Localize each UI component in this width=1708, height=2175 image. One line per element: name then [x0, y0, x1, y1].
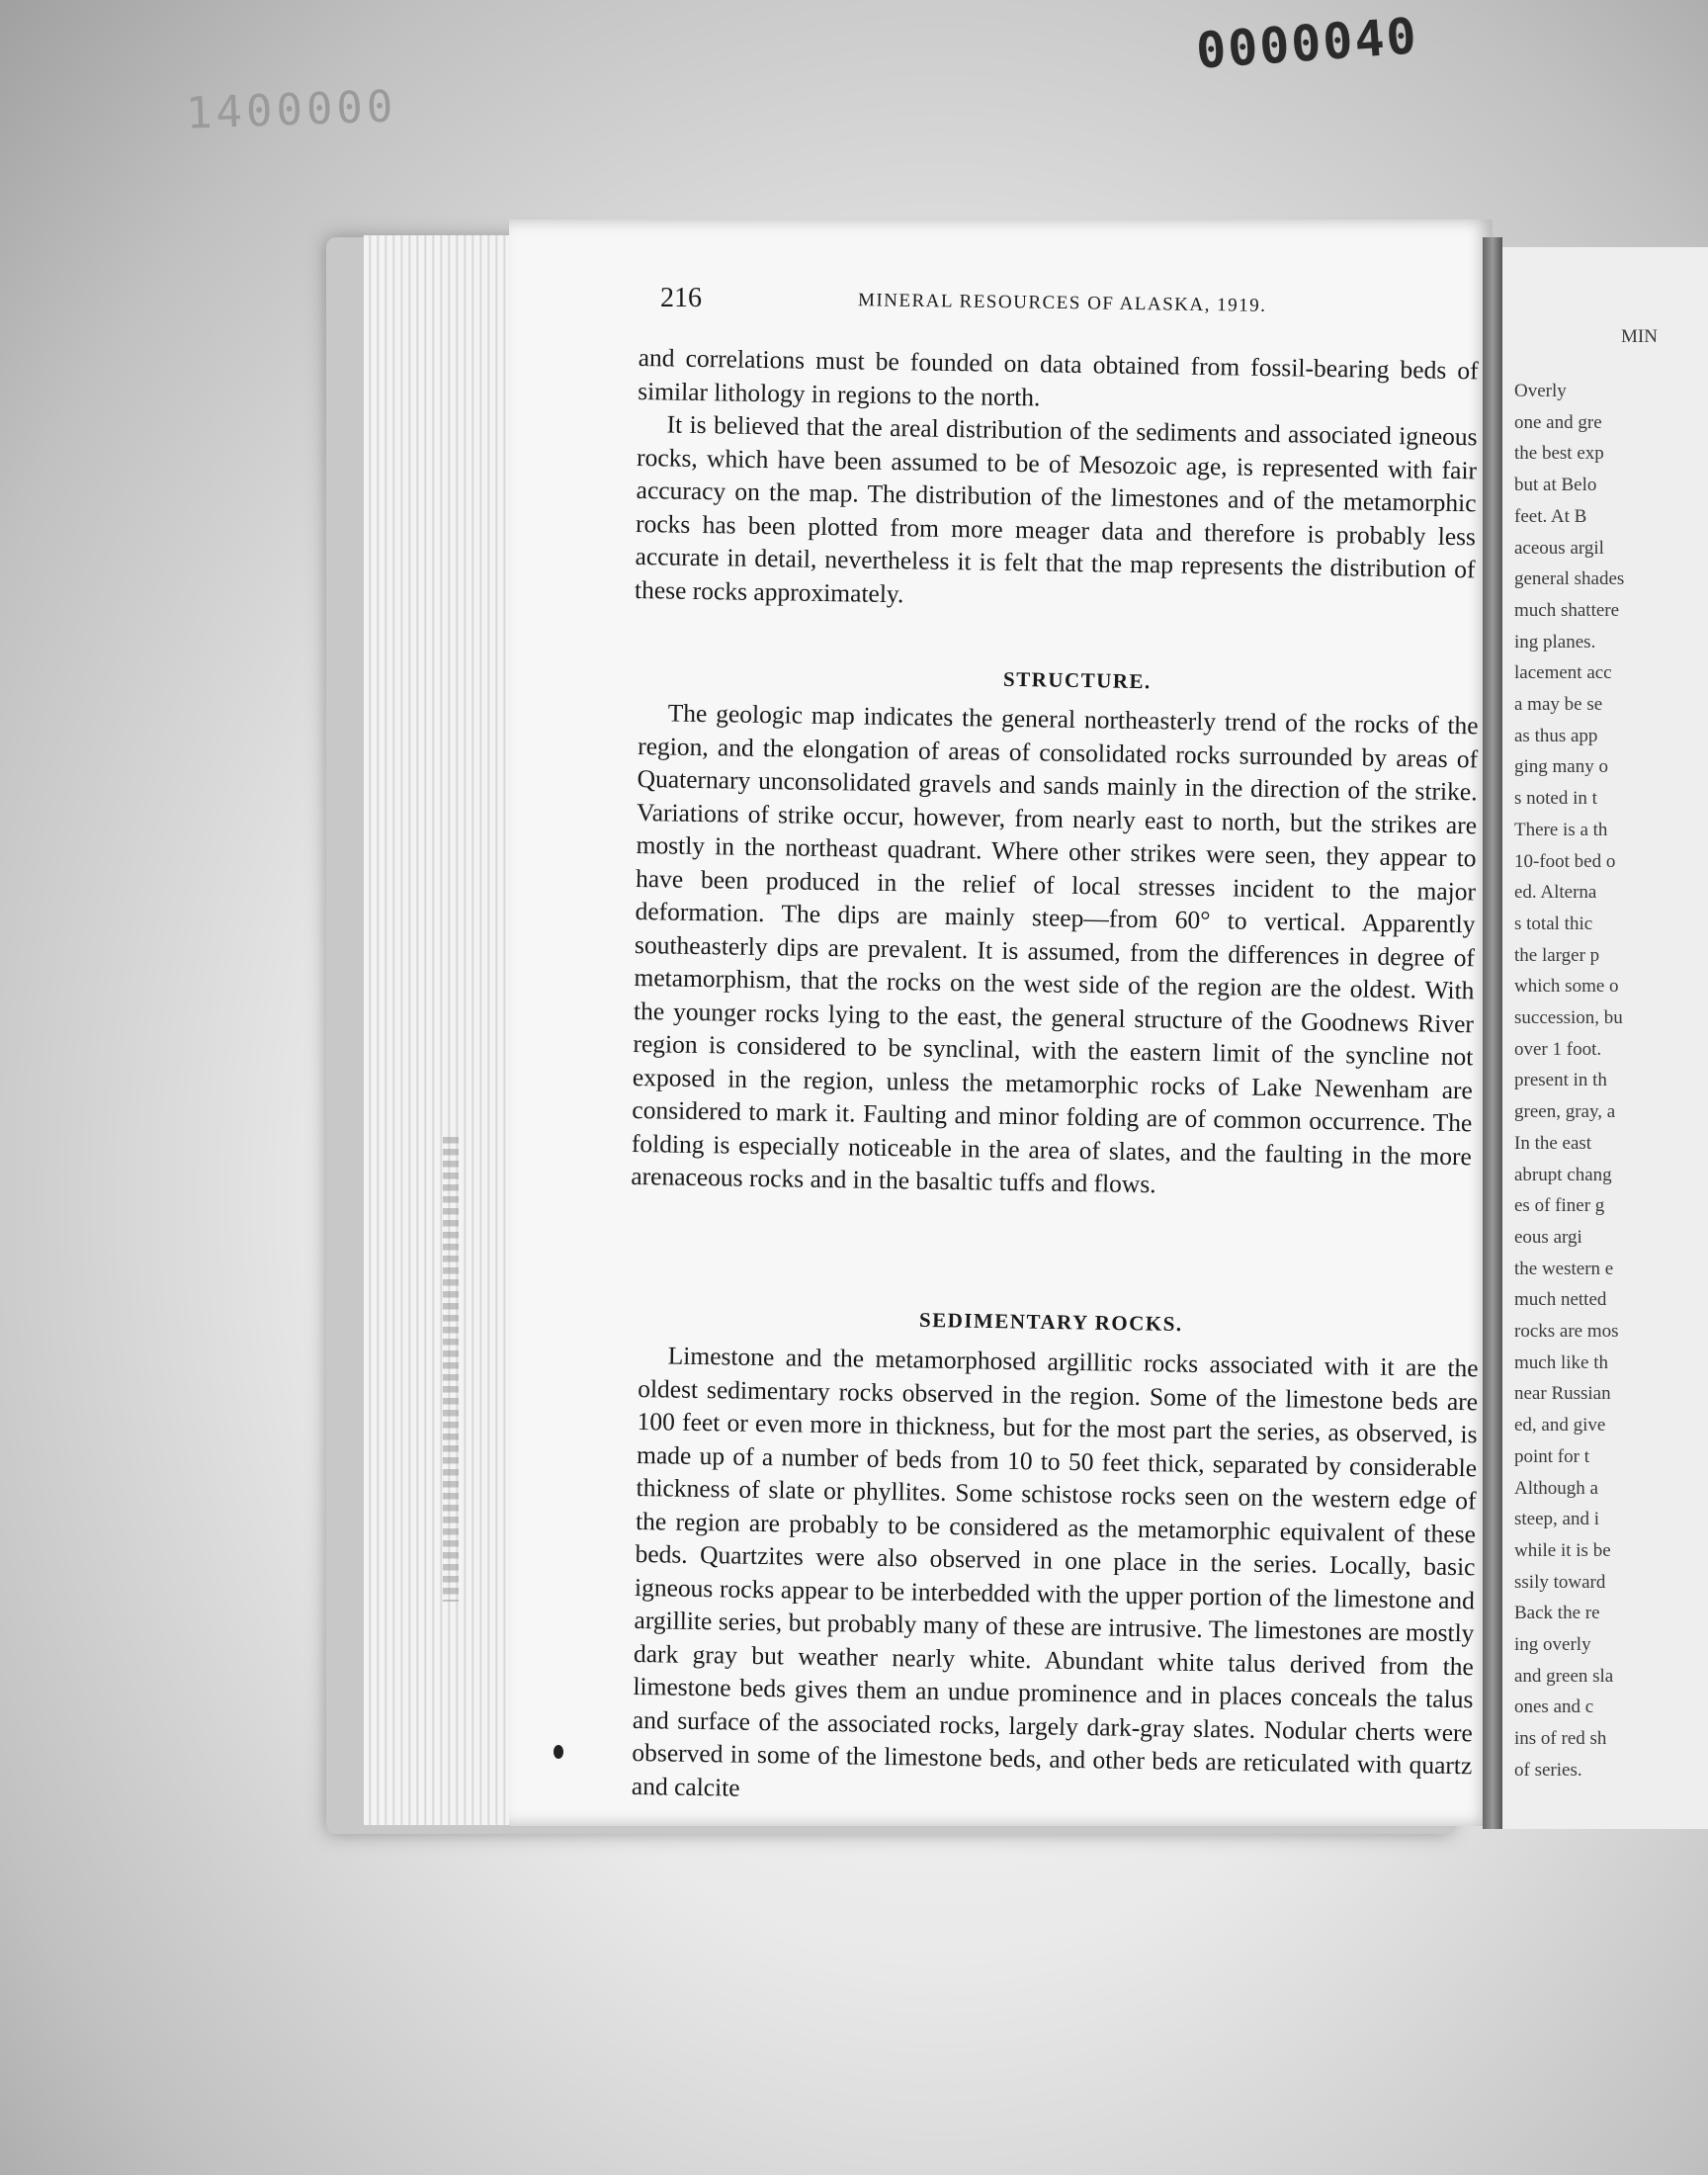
right-page-line: and green sla [1514, 1665, 1614, 1687]
right-page-line: lacement acc [1514, 662, 1612, 684]
right-page-line: one and gre [1514, 411, 1602, 433]
right-page-line: which some o [1514, 976, 1619, 998]
right-page-line: the best exp [1514, 443, 1604, 465]
right-page-line: ing overly [1514, 1634, 1591, 1655]
right-page-line: rocks are mos [1514, 1321, 1619, 1342]
intro-text [635, 341, 1479, 619]
right-page-line: point for t [1514, 1445, 1589, 1467]
right-page-line: much netted [1514, 1289, 1607, 1311]
right-page-line: the larger p [1514, 944, 1600, 966]
right-page-line: ging many o [1514, 756, 1608, 778]
sedimentary-paragraph: Limestone and the metamorphosed argillitic rocks associated with it are the oldest sedimentary rocks observed in the region. Some of the limestone beds are 100 feet or even more in thickness, but for the most part the series, as observed, is made up of a number of beds from 10 to 50 feet thick, separated by considerable thickness of slate or phyllites. Some schistose rocks seen on the western edge of the region are probably to be considered as the metamorphic equivalent of these beds. Quartzites were also observed in one place in the series. Locally, basic igneous rocks appear to be interbedded with the upper portion of the limestone and argillite series, but probably many of these are intrusive. The limestones are mostly dark gray but weather nearly white. Abundant white talus derived from the limestone beds gives them an undue prominence and in places conceals the talus and surface of the associated rocks, largely dark-gray slates. Nodular cherts were observed in some of the limestone beds, and other beds are reticulated with quartz and calcite [631, 1341, 1479, 1802]
right-page-line: of series. [1514, 1759, 1582, 1781]
page-number: 216 [660, 283, 702, 313]
right-page-line: Overly [1514, 381, 1567, 401]
sedimentary-text [632, 1339, 1479, 1815]
structure-heading: STRUCTURE. [1002, 666, 1152, 694]
right-page-line: ones and c [1514, 1696, 1594, 1718]
edge-markings [443, 1137, 459, 1602]
right-page-line: s total thic [1514, 913, 1593, 934]
ink-blot [554, 1745, 563, 1759]
right-page-line: while it is be [1514, 1539, 1611, 1561]
right-page-line: succession, bu [1514, 1007, 1623, 1028]
right-page-line: as thus app [1514, 725, 1598, 746]
faded-stamp-number: 1400000 [185, 81, 398, 139]
book-gutter [1483, 237, 1502, 1829]
right-page-line: the western e [1514, 1258, 1614, 1279]
right-page-line: es of finer g [1514, 1195, 1605, 1217]
structure-text [631, 696, 1479, 1206]
right-page-line: over 1 foot. [1514, 1038, 1602, 1060]
right-page-line: MIN [1621, 326, 1658, 347]
right-page-line: s noted in t [1514, 788, 1597, 810]
intro-paragraph-2: It is believed that the areal distribution of the sediments and associated igneous rocks, which have been assumed to be of Mesozoic age, is represented with fair accuracy on the map. The distribution of the limestones and of the metamorphic rocks has been plotted from more meager data and therefore is probably less accurate in detail, nevertheless it is felt that the map represents the distribution of these rocks approximately. [634, 409, 1478, 608]
right-page-line: steep, and i [1514, 1509, 1600, 1530]
right-page-line: but at Belo [1514, 475, 1597, 496]
right-page-line: There is a th [1514, 819, 1608, 840]
right-page-line: Back the re [1514, 1603, 1600, 1624]
right-page-line: In the east [1514, 1132, 1592, 1154]
right-page-line: much like th [1514, 1351, 1608, 1373]
right-page-line: present in th [1514, 1070, 1607, 1091]
page-edges [364, 235, 514, 1825]
right-page-line: ins of red sh [1514, 1728, 1607, 1750]
right-page-line: ing planes. [1514, 631, 1596, 652]
intro-paragraph-1: and correlations must be founded on data obtained from fossil-bearing beds of similar lithology in regions to the north. [637, 342, 1479, 411]
running-title: MINERAL RESOURCES OF ALASKA, 1919. [857, 290, 1267, 316]
sedimentary-heading: SEDIMENTARY ROCKS. [918, 1307, 1183, 1337]
right-page-line: a may be se [1514, 694, 1603, 715]
right-page-line: Although a [1514, 1477, 1598, 1499]
right-page-line: aceous argil [1514, 537, 1604, 559]
structure-paragraph: The geologic map indicates the general northeasterly trend of the rocks of the region, and the elongation of areas of consolidated rocks surrounded by areas of Quaternary unconsolidated gravels and sands mainly in the direction of the strike. Variations of strike occur, however, from nearly east to north, but the strikes are mostly in the northeast quadrant. Where other strikes were seen, they appear to have been produced in the relief of local stresses incident to the major deformation. The dips are mainly steep—from 60° to vertical. Apparently southeasterly dips are prevalent. It is assumed, from the differences in degree of metamorphism, that the rocks on the west side of the region are the oldest. With the younger rocks lying to the east, the general structure of the Goodnews River region is considered to be synclinal, with the eastern limit of the syncline not exposed in the region, unless the metamorphic rocks of Lake Newenham are considered to mark it. Faulting and minor folding are of common occurrence. The folding is especially noticeable in the area of slates, and the faulting in the more arenaceous rocks and in the basaltic tuffs and flows. [631, 698, 1479, 1199]
right-page-line: near Russian [1514, 1383, 1611, 1405]
right-page-line: green, gray, a [1514, 1101, 1616, 1123]
right-page-line: abrupt chang [1514, 1164, 1612, 1185]
right-page-line: ed. Alterna [1514, 882, 1597, 904]
right-page-line: eous argi [1514, 1226, 1582, 1248]
right-page-line: general shades [1514, 568, 1625, 590]
document-stamp-number: 0000040 [1194, 7, 1420, 80]
right-page [1502, 247, 1708, 1829]
right-page-line: feet. At B [1514, 505, 1587, 527]
right-page-line: much shattere [1514, 599, 1620, 621]
right-page-line: 10-foot bed o [1514, 850, 1616, 872]
right-page-line: ssily toward [1514, 1571, 1606, 1593]
right-page-line: ed, and give [1514, 1415, 1606, 1436]
